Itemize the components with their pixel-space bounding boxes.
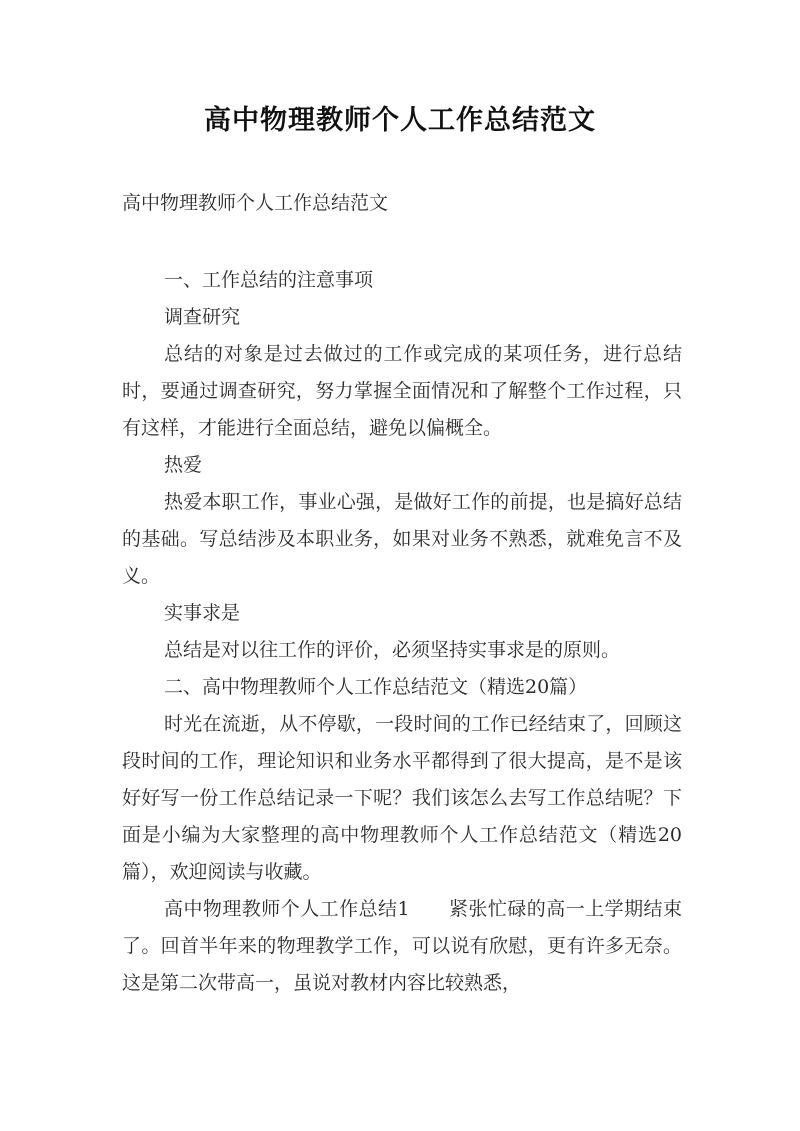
paragraph: 时光在流逝，从不停歇，一段时间的工作已经结束了，回顾这段时间的工作，理论知识和业务水平都得到了很大提高，是不是该好好写一份工作总结记录一下呢？我们该怎么去写工作总结呢？下面是小编为大家整理的高中物理教师个人工作总结范文（精选20篇），欢迎阅读与收藏。 [122,713,682,883]
section-heading: 调查研究 [164,306,241,328]
section-heading: 一、工作总结的注意事项 [164,269,374,291]
document-title: 高中物理教师个人工作总结范文 [204,105,596,136]
document-body [122,262,682,1002]
section-heading: 热爱 [164,454,203,476]
document-subtitle: 高中物理教师个人工作总结范文 [122,192,389,214]
section-heading: 二、高中物理教师个人工作总结范文（精选20篇） [164,676,588,698]
paragraph: 总结是对以往工作的评价，必须坚持实事求是的原则。 [164,639,621,661]
paragraph: 总结的对象是过去做过的工作或完成的某项任务，进行总结时，要通过调查研究，努力掌握全面情况和了解整个工作过程，只有这样，才能进行全面总结，避免以偏概全。 [122,343,682,439]
paragraph: 热爱本职工作，事业心强，是做好工作的前提，也是搞好总结的基础。写总结涉及本职业务，如果对业务不熟悉，就难免言不及义。 [122,491,682,587]
paragraph: 高中物理教师个人工作总结1 紧张忙碌的高一上学期结束了。回首半年来的物理教学工作，可以说有欣慰，更有许多无奈。这是第二次带高一，虽说对教材内容比较熟悉， [122,898,682,994]
section-heading: 实事求是 [164,602,241,624]
